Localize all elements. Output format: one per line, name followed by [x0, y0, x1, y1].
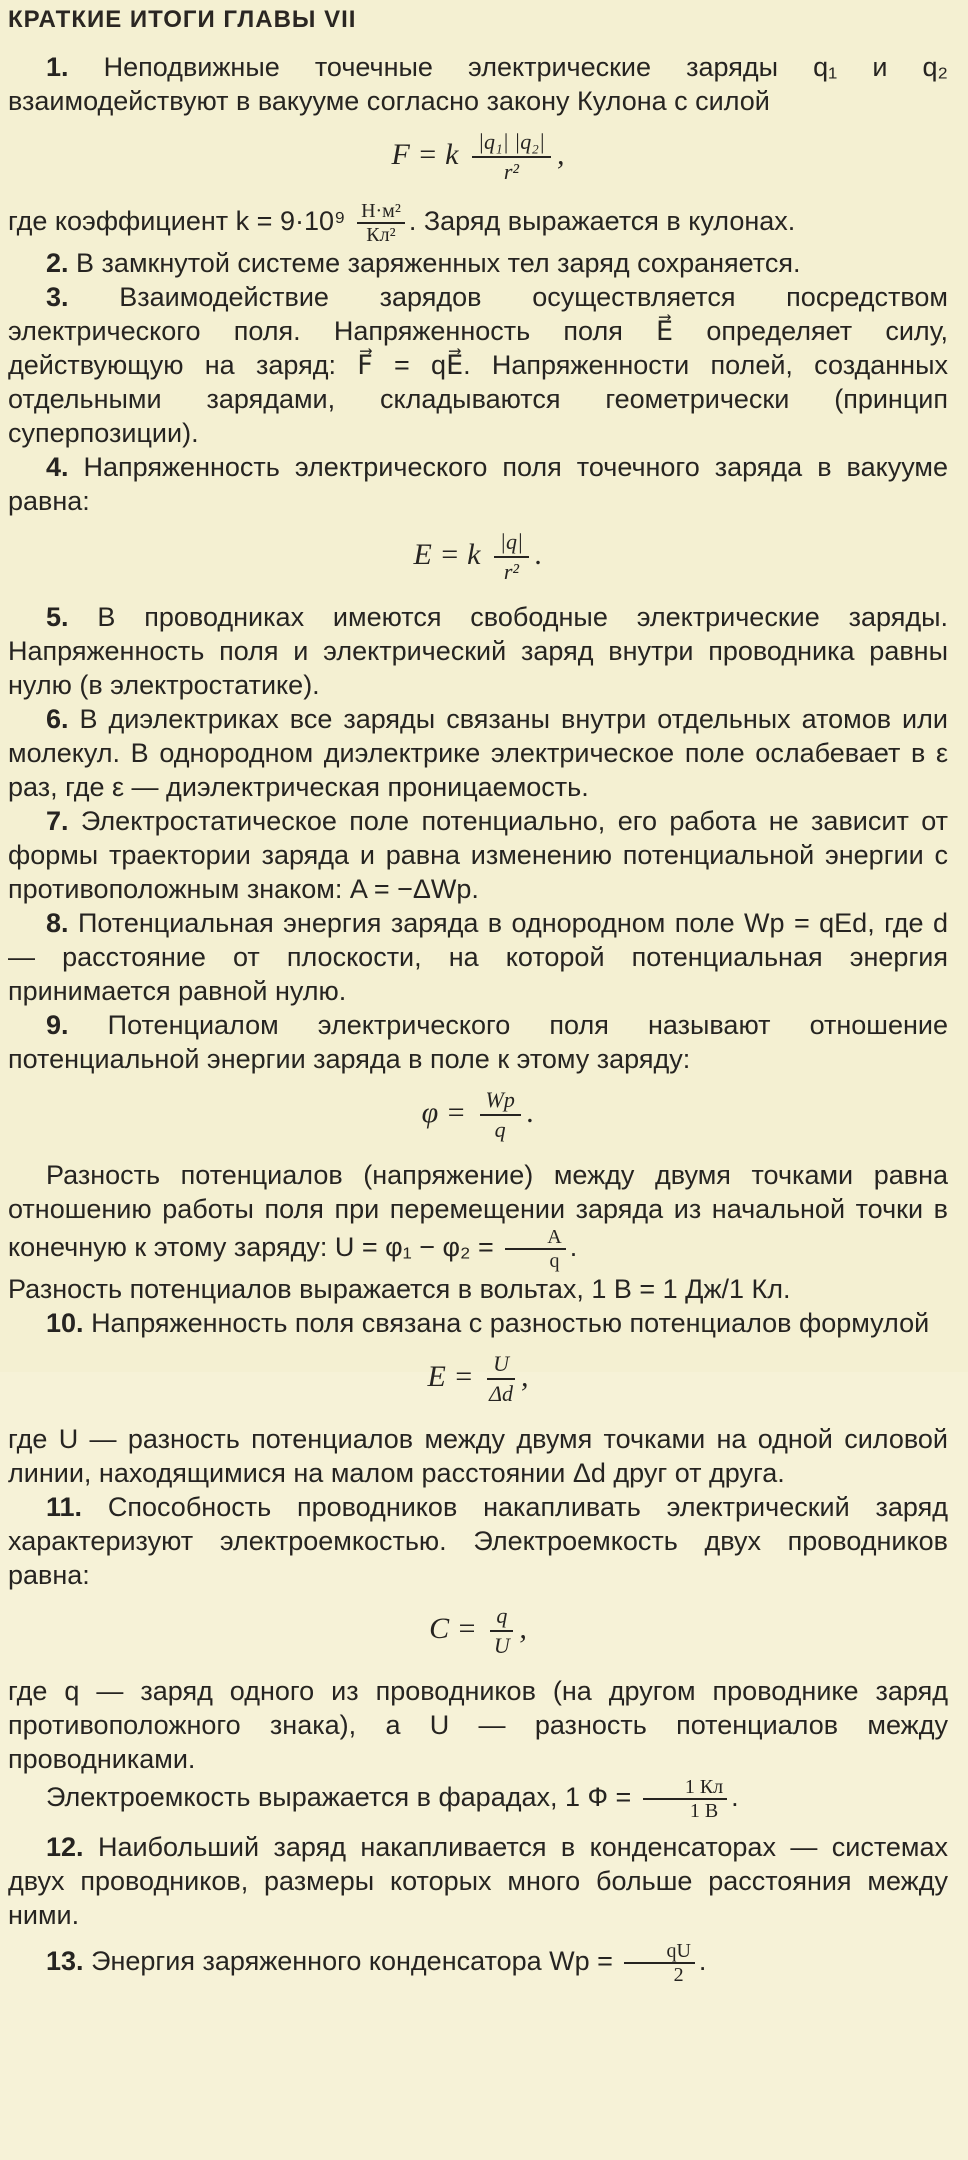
item-text: В проводниках имеются свободные электрические заряды. Напряженность поля и электрический заряд внутри проводника равны нулю (в электростатике). [8, 602, 948, 700]
coefficient-units-fraction [357, 200, 405, 246]
formula-fraction [490, 1602, 513, 1660]
item-number: 12. [46, 1832, 84, 1862]
volt-unit-text: Разность потенциалов выражается в вольтах, 1 В = 1 Дж/1 Кл. [8, 1274, 791, 1304]
spacer [8, 1822, 948, 1830]
fraction-denominator: Δd [489, 1381, 513, 1406]
item-number: 11. [46, 1492, 83, 1522]
field-voltage-explanation: где U — разность потенциалов между двумя точками на одной силовой линии, находящимися на малом расстоянии Δd друг от друга. [8, 1424, 948, 1488]
potential-formula [8, 1086, 948, 1144]
item-tail: . [698, 1946, 707, 1977]
item-number: 13. [46, 1946, 84, 1977]
item-number: 5. [46, 602, 69, 632]
item-text: В диэлектриках все заряды связаны внутри отдельных атомов или молекул. В однородном диэлектрике электрическое поле ослабевает в ε раз, где ε — диэлектрическая проницаемость. [8, 704, 948, 802]
formula-left: φ = [421, 1095, 466, 1129]
summary-item-3 [8, 280, 948, 450]
field-voltage-formula [8, 1350, 948, 1408]
item-text: Электростатическое поле потенциально, его работа не зависит от формы траектории заряда и равна изменению потенциальной энергии с противоположным знаком: A = −ΔWp. [8, 806, 948, 904]
item-text: Потенциальная энергия заряда в однородном поле Wp = qEd, где d — расстояние от плоскости, на которой потенциальная энергия принимается равной нулю. [8, 908, 948, 1006]
voltage-definition [8, 1158, 948, 1272]
summary-item-12 [8, 1830, 948, 1932]
fraction-numerator: U [487, 1350, 515, 1380]
coefficient-text [8, 200, 948, 246]
summary-item-6 [8, 702, 948, 804]
formula-fraction [487, 1350, 515, 1408]
formula-tail: , [556, 137, 565, 171]
item-number: 10. [46, 1308, 84, 1338]
formula-left: F = k [391, 137, 459, 171]
formula-tail: , [519, 1611, 527, 1645]
formula-tail: . [526, 1095, 535, 1129]
summary-item-7 [8, 804, 948, 906]
fraction-denominator: U [493, 1633, 510, 1658]
item-number: 2. [46, 248, 69, 278]
fraction-denominator: Кл² [366, 224, 396, 246]
item-text: Способность проводников накапливать электрический заряд характеризуют электроемкостью. Электроемкость двух проводников равна: [8, 1492, 948, 1590]
capacitance-formula [8, 1602, 948, 1660]
voltage-tail: . [569, 1232, 578, 1263]
fraction-numerator: Wp [480, 1086, 521, 1116]
item-text: Энергия заряженного конденсатора Wp = [91, 1946, 613, 1977]
farad-label: Электроемкость выражается в фарадах, 1 Ф = [46, 1782, 632, 1813]
item-number: 1. [46, 52, 69, 82]
coefficient-label: где коэффициент k = 9·10⁹ [8, 206, 346, 237]
item-number: 6. [46, 704, 69, 734]
fraction-numerator: qU [624, 1940, 694, 1964]
item-number: 9. [46, 1010, 69, 1040]
voltage-text: Разность потенциалов (напряжение) между двумя точками равна отношению работы поля при перемещении заряда из начальной точки в конечную к этому заряду: U = φ₁ − φ₂ = [8, 1160, 948, 1263]
formula-tail: , [520, 1359, 529, 1393]
fraction-numerator: |q| [494, 528, 529, 558]
item-number: 7. [46, 806, 69, 836]
fraction-denominator: r² [503, 559, 520, 584]
fraction-denominator: q [549, 1250, 560, 1272]
formula-tail: . [535, 537, 543, 571]
formula-fraction [494, 528, 529, 586]
formula-left: E = k [413, 537, 481, 571]
formula-fraction [480, 1086, 521, 1144]
fraction-numerator: A [505, 1226, 565, 1250]
coefficient-tail: . Заряд выражается в кулонах. [408, 206, 796, 237]
fraction-denominator: 2 [673, 1964, 684, 1986]
farad-unit-text [8, 1776, 948, 1822]
formula-left: E = [427, 1359, 474, 1393]
item-text: Напряженность поля связана с разностью потенциалов формулой [91, 1308, 930, 1338]
summary-item-4 [8, 450, 948, 518]
point-charge-field-formula [8, 528, 948, 586]
farad-fraction [643, 1776, 727, 1822]
item-text: Неподвижные точечные электрические заряды q₁ и q₂ взаимодействуют в вакууме согласно закону Кулона с силой [8, 52, 948, 116]
voltage-fraction [505, 1226, 565, 1272]
fraction-numerator: q [490, 1602, 513, 1632]
summary-item-9 [8, 1008, 948, 1076]
item-text: Взаимодействие зарядов осуществляется посредством электрического поля. Напряженность поля E⃗ определяет силу, действующую на заряд: F⃗ = qE⃗. Напряженности полей, созданных отдельными зарядами, складываются геометрически (принцип суперпозиции). [8, 282, 948, 448]
summary-item-2 [8, 246, 948, 280]
item-text: Напряженность электрического поля точечного заряда в вакууме равна: [8, 452, 948, 516]
coulomb-formula [8, 128, 948, 186]
fraction-denominator: 1 В [689, 1800, 719, 1822]
summary-item-10 [8, 1306, 948, 1340]
fraction-denominator: r² [503, 159, 520, 184]
fraction-numerator: |q₁| |q₂| [472, 128, 551, 158]
item-number: 4. [46, 452, 69, 482]
fraction-numerator: 1 Кл [643, 1776, 727, 1800]
capacitance-explanation: где q — заряд одного из проводников (на другом проводнике заряд противоположного знака), а U — разность потенциалов между проводниками. [8, 1676, 948, 1774]
chapter-summary-heading: КРАТКИЕ ИТОГИ ГЛАВЫ VII [8, 6, 357, 33]
capacitor-energy-fraction [624, 1940, 694, 1986]
item-number: 8. [46, 908, 69, 938]
formula-fraction [472, 128, 551, 186]
farad-tail: . [731, 1782, 739, 1813]
summary-item-1 [8, 50, 948, 118]
fraction-numerator: Н·м² [357, 200, 405, 224]
item-text: Потенциалом электрического поля называют отношение потенциальной энергии заряда в поле к этому заряду: [8, 1010, 948, 1074]
document-content [8, 6, 948, 1986]
summary-item-8 [8, 906, 948, 1008]
item-number: 3. [46, 282, 69, 312]
summary-item-13 [8, 1940, 948, 1986]
summary-item-5 [8, 600, 948, 702]
summary-item-11 [8, 1490, 948, 1592]
spacer [8, 1932, 948, 1940]
fraction-denominator: q [494, 1117, 506, 1142]
item-text: Наибольший заряд накапливается в конденсаторах — системах двух проводников, размеры которых много больше расстояния между ними. [8, 1832, 948, 1930]
formula-left: C = [429, 1611, 477, 1645]
item-text: В замкнутой системе заряженных тел заряд сохраняется. [76, 248, 801, 278]
